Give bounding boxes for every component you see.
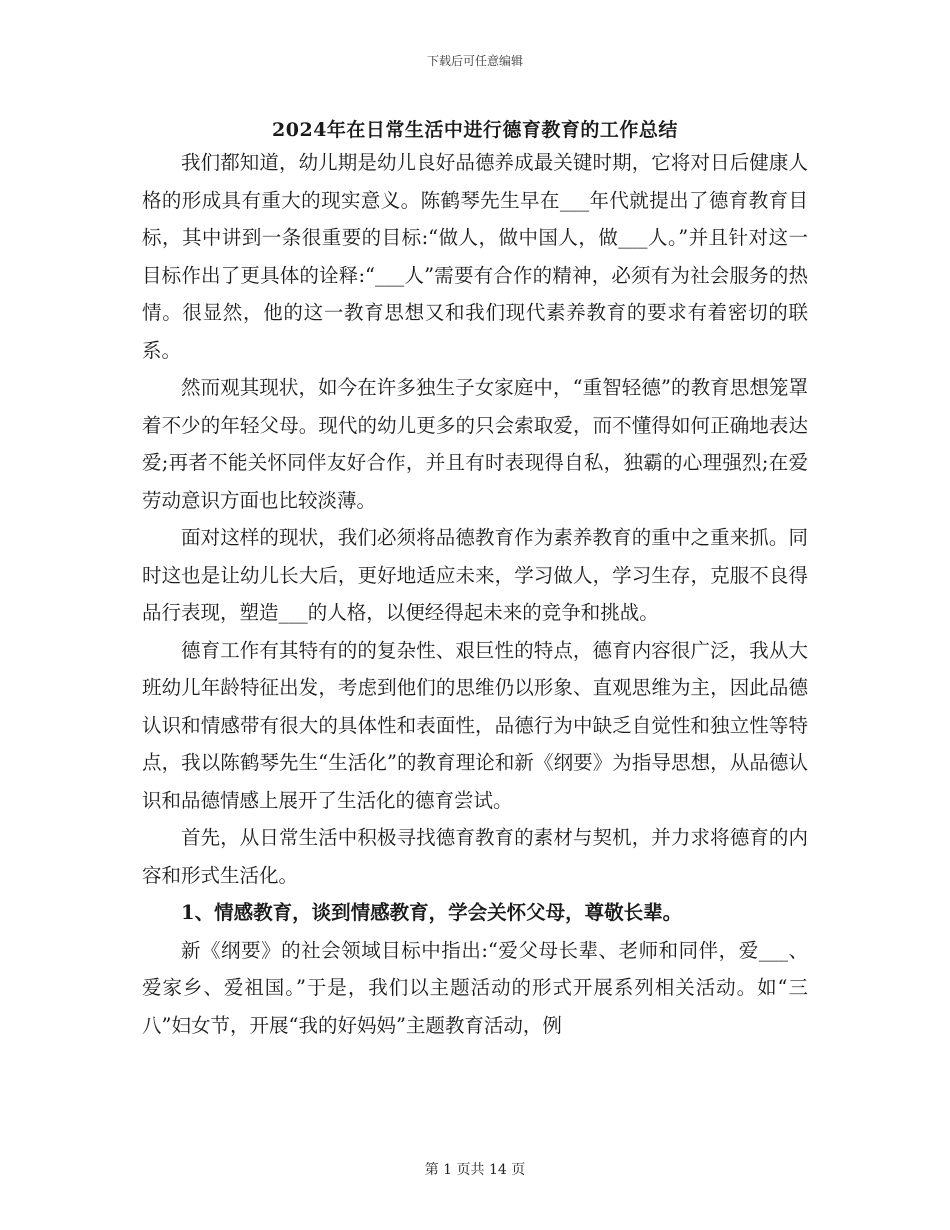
paragraph-2: 然而观其现状，如今在许多独生子女家庭中，“重智轻德”的教育思想笼罩着不少的年轻父母。现代的幼儿更多的只会索取爱，而不懂得如何正确地表达爱;再者不能关怀同伴友好合作，并且有时表现得自私，独霸的心理强烈;在爱劳动意识方面也比较淡薄。: [142, 376, 808, 512]
document-body: [142, 144, 808, 1044]
paragraph-3: 面对这样的现状，我们必须将品德教育作为素养教育的重中之重来抓。同时这也是让幼儿长大后，更好地适应未来，学习做人，学习生存，克服不良得品行表现，塑造___的人格，以便经得起未来的竞争和挑战。: [142, 526, 808, 624]
document-title: 2024年在日常生活中进行德育教育的工作总结: [272, 119, 678, 141]
paragraph-1: 我们都知道，幼儿期是幼儿良好品德养成最关键时期，它将对日后健康人格的形成具有重大的现实意义。陈鹤琴先生早在___年代就提出了德育教育目标，其中讲到一条很重要的目标:“做人，做中国人，做___人。”并且针对这一目标作出了更具体的诠释:“___人”需要有合作的精神，必须有为社会服务的热情。很显然，他的这一教育思想又和我们现代素养教育的要求有着密切的联系。: [142, 151, 808, 362]
header-note: 下载后可任意编辑: [426, 54, 523, 68]
paragraph-4: 德育工作有其特有的的复杂性、艰巨性的特点，德育内容很广泛，我从大班幼儿年龄特征出发，考虑到他们的思维仍以形象、直观思维为主，因此品德认识和情感带有很大的具体性和表面性，品德行为中缺乏自觉性和独立性等特点，我以陈鹤琴先生“生活化”的教育理论和新《纲要》为指导思想，从品德认识和品德情感上展开了生活化的德育尝试。: [142, 638, 808, 812]
page-footer: 第 1 页共 14 页: [424, 1162, 526, 1178]
section-heading: 1、情感教育，谈到情感教育，学会关怀父母，尊敬长辈。: [181, 901, 683, 924]
paragraph-5: 首先，从日常生活中积极寻找德育教育的素材与契机，并力求将德育的内容和形式生活化。: [142, 826, 808, 887]
section-paragraph: 新《纲要》的社会领域目标中指出:“爱父母长辈、老师和同伴，爱___、爱家乡、爱祖国。”于是，我们以主题活动的形式开展系列相关活动。如“三八”妇女节，开展“我的好妈妈”主题教育活动，例: [142, 938, 808, 1037]
